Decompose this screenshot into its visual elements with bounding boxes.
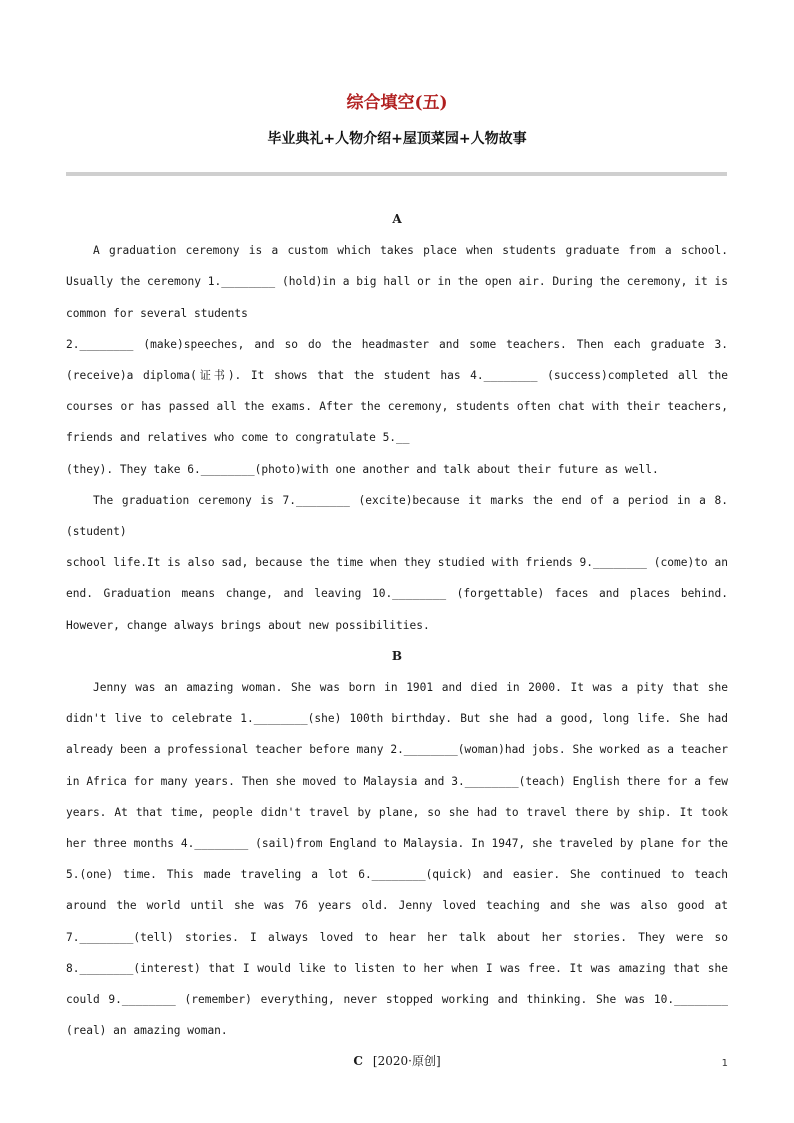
page-title: 综合填空(五) — [346, 93, 448, 113]
section-a-paragraph: (they). They take 6.________(photo)with one another and talk about their future as well. — [66, 462, 659, 476]
section-a-paragraph: The graduation ceremony is 7.________ (excite)because it marks the end of a period in a 8.(student) — [66, 493, 728, 539]
section-c-heading: C — [353, 1054, 363, 1069]
section-b-heading: B — [391, 648, 403, 663]
header-divider — [66, 172, 727, 176]
section-a-paragraph: 2.________ (make)speeches, and so do the headmaster and some teachers. Then each graduate 3.(receive)a diploma(证书). It shows that the student has 4.________ (success)completed all the courses or has passed all the exams. After the ceremony, students often chat with their teachers, friends and relatives who come to congratulate 5.__ — [66, 337, 728, 445]
section-b-paragraph: Jenny was an amazing woman. She was born in 1901 and died in 2000. It was a pity that she didn't live to celebrate 1.________(she) 100th birthday. But she had a good, long life. She had already been a professional teacher before many 2.________(woman)had jobs. She worked as a teacher in Africa for many years. Then she moved to Malaysia and 3.________(teach) English there for a few years. At that time, people didn't travel by plane, so she had to travel there by ship. It took her three months 4.________ (sail)from England to Malaysia. In 1947, she traveled by plane for the 5.(one) time. This made traveling a lot 6.________(quick) and easier. She continued to teach around the world until she was 76 years old. Jenny loved teaching and she was also good at 7.________(tell) stories. I always loved to hear her talk about her stories. They were so 8.________(interest) that I would like to listen to her when I was free. It was amazing that she could 9.________ (remember) everything, never stopped working and thinking. She was 10.________ (real) an amazing woman. — [66, 681, 728, 1038]
page-subtitle: 毕业典礼+人物介绍+屋顶菜园+人物故事 — [267, 131, 527, 147]
section-c-source-note: [2020·原创] — [372, 1054, 441, 1069]
section-a-heading: A — [392, 212, 402, 226]
section-a-paragraph: A graduation ceremony is a custom which takes place when students graduate from a school. Usually the ceremony 1.________ (hold)in a big hall or in the open air. During the ceremony, it is common for several students — [66, 244, 728, 320]
document-body — [66, 204, 728, 1078]
section-a-paragraph: school life.It is also sad, because the time when they studied with friends 9.________ (come)to an end. Graduation means change, and leaving 10.________ (forgettable) faces and places behind. However, change always brings about new possibilities. — [66, 556, 728, 632]
section-c-heading-line — [66, 1046, 728, 1077]
page-number: 1 — [721, 1058, 728, 1069]
